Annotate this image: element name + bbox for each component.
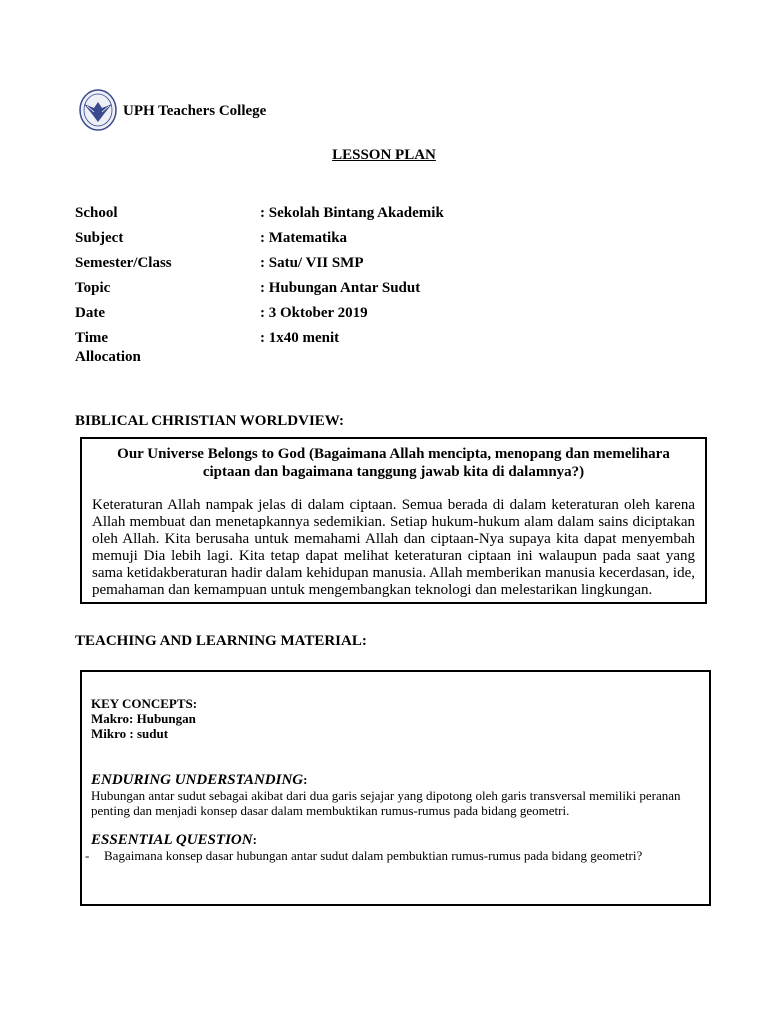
info-value: : Matematika [260,230,348,246]
makro-concept: Makro: Hubungan [91,711,196,726]
worldview-box [80,437,707,604]
worldview-heading: BIBLICAL CHRISTIAN WORLDVIEW: [75,413,344,429]
material-heading: TEACHING AND LEARNING MATERIAL: [75,633,367,649]
essential-colon: : [252,832,257,847]
info-label: Time Allocation [75,330,141,365]
worldview-body: Keteraturan Allah nampak jelas di dalam ciptaan. Semua berada di dalam keteraturan oleh karena Allah membuat dan menetapkannya sedemikian. Setiap hukum-hukum alam dalam sains diciptakan oleh Allah. Kita berusaha untuk memahami Allah dan ciptaan-Nya supaya kita dapat menyembah memuji Dia lebih lagi. Kita tetap dapat melihat keteraturan ciptaan ini walaupun pada saat yang sama ketidakberaturan hadir dalam kehidupan manusia. Allah memberikan manusia kecerdasan, ide, pemahaman dan kemampuan untuk mengembangkan teknologi dan melestarikan lingkungan. [92,497,695,598]
question-item [85,848,699,863]
info-value: : Sekolah Bintang Akademik [260,205,444,221]
enduring-colon: : [303,772,308,787]
material-box [80,670,711,906]
essential-question [85,832,699,863]
info-label: School [75,205,118,221]
info-value: : Satu/ VII SMP [260,255,364,271]
info-value: : 1x40 menit [260,330,340,346]
question-text: Bagaimana konsep dasar hubungan antar sudut dalam pembuktian rumus-rumus pada bidang geometri? [104,848,643,863]
essential-label: ESSENTIAL QUESTION [91,832,253,848]
question-bullet: - [85,848,90,863]
enduring-text: Hubungan antar sudut sebagai akibat dari dua garis sejajar yang dipotong oleh garis transversal memiliki peranan penting dan menjadi konsep dasar dalam membuktikan rumus-rumus pada bidang geometri. [91,788,681,818]
page-title: LESSON PLAN [332,147,436,163]
enduring-label: ENDURING UNDERSTANDING [91,772,304,788]
info-label: Date [75,305,105,321]
info-label: Subject [75,230,124,246]
info-value: : 3 Oktober 2019 [260,305,368,321]
key-concepts-label: KEY CONCEPTS: [91,696,198,711]
uph-logo-icon [78,88,118,132]
enduring-understanding [91,772,699,818]
info-value: : Hubungan Antar Sudut [260,280,421,296]
worldview-box-title: Our Universe Belongs to God (Bagaimana Allah mencipta, menopang dan memelihara ciptaan dan bagaimana tanggung jawab kita di dalamnya?) [117,446,670,480]
info-label: Topic [75,280,111,296]
info-label: Semester/Class [75,255,172,271]
college-name: UPH Teachers College [123,103,267,119]
mikro-concept: Mikro : sudut [91,726,169,741]
